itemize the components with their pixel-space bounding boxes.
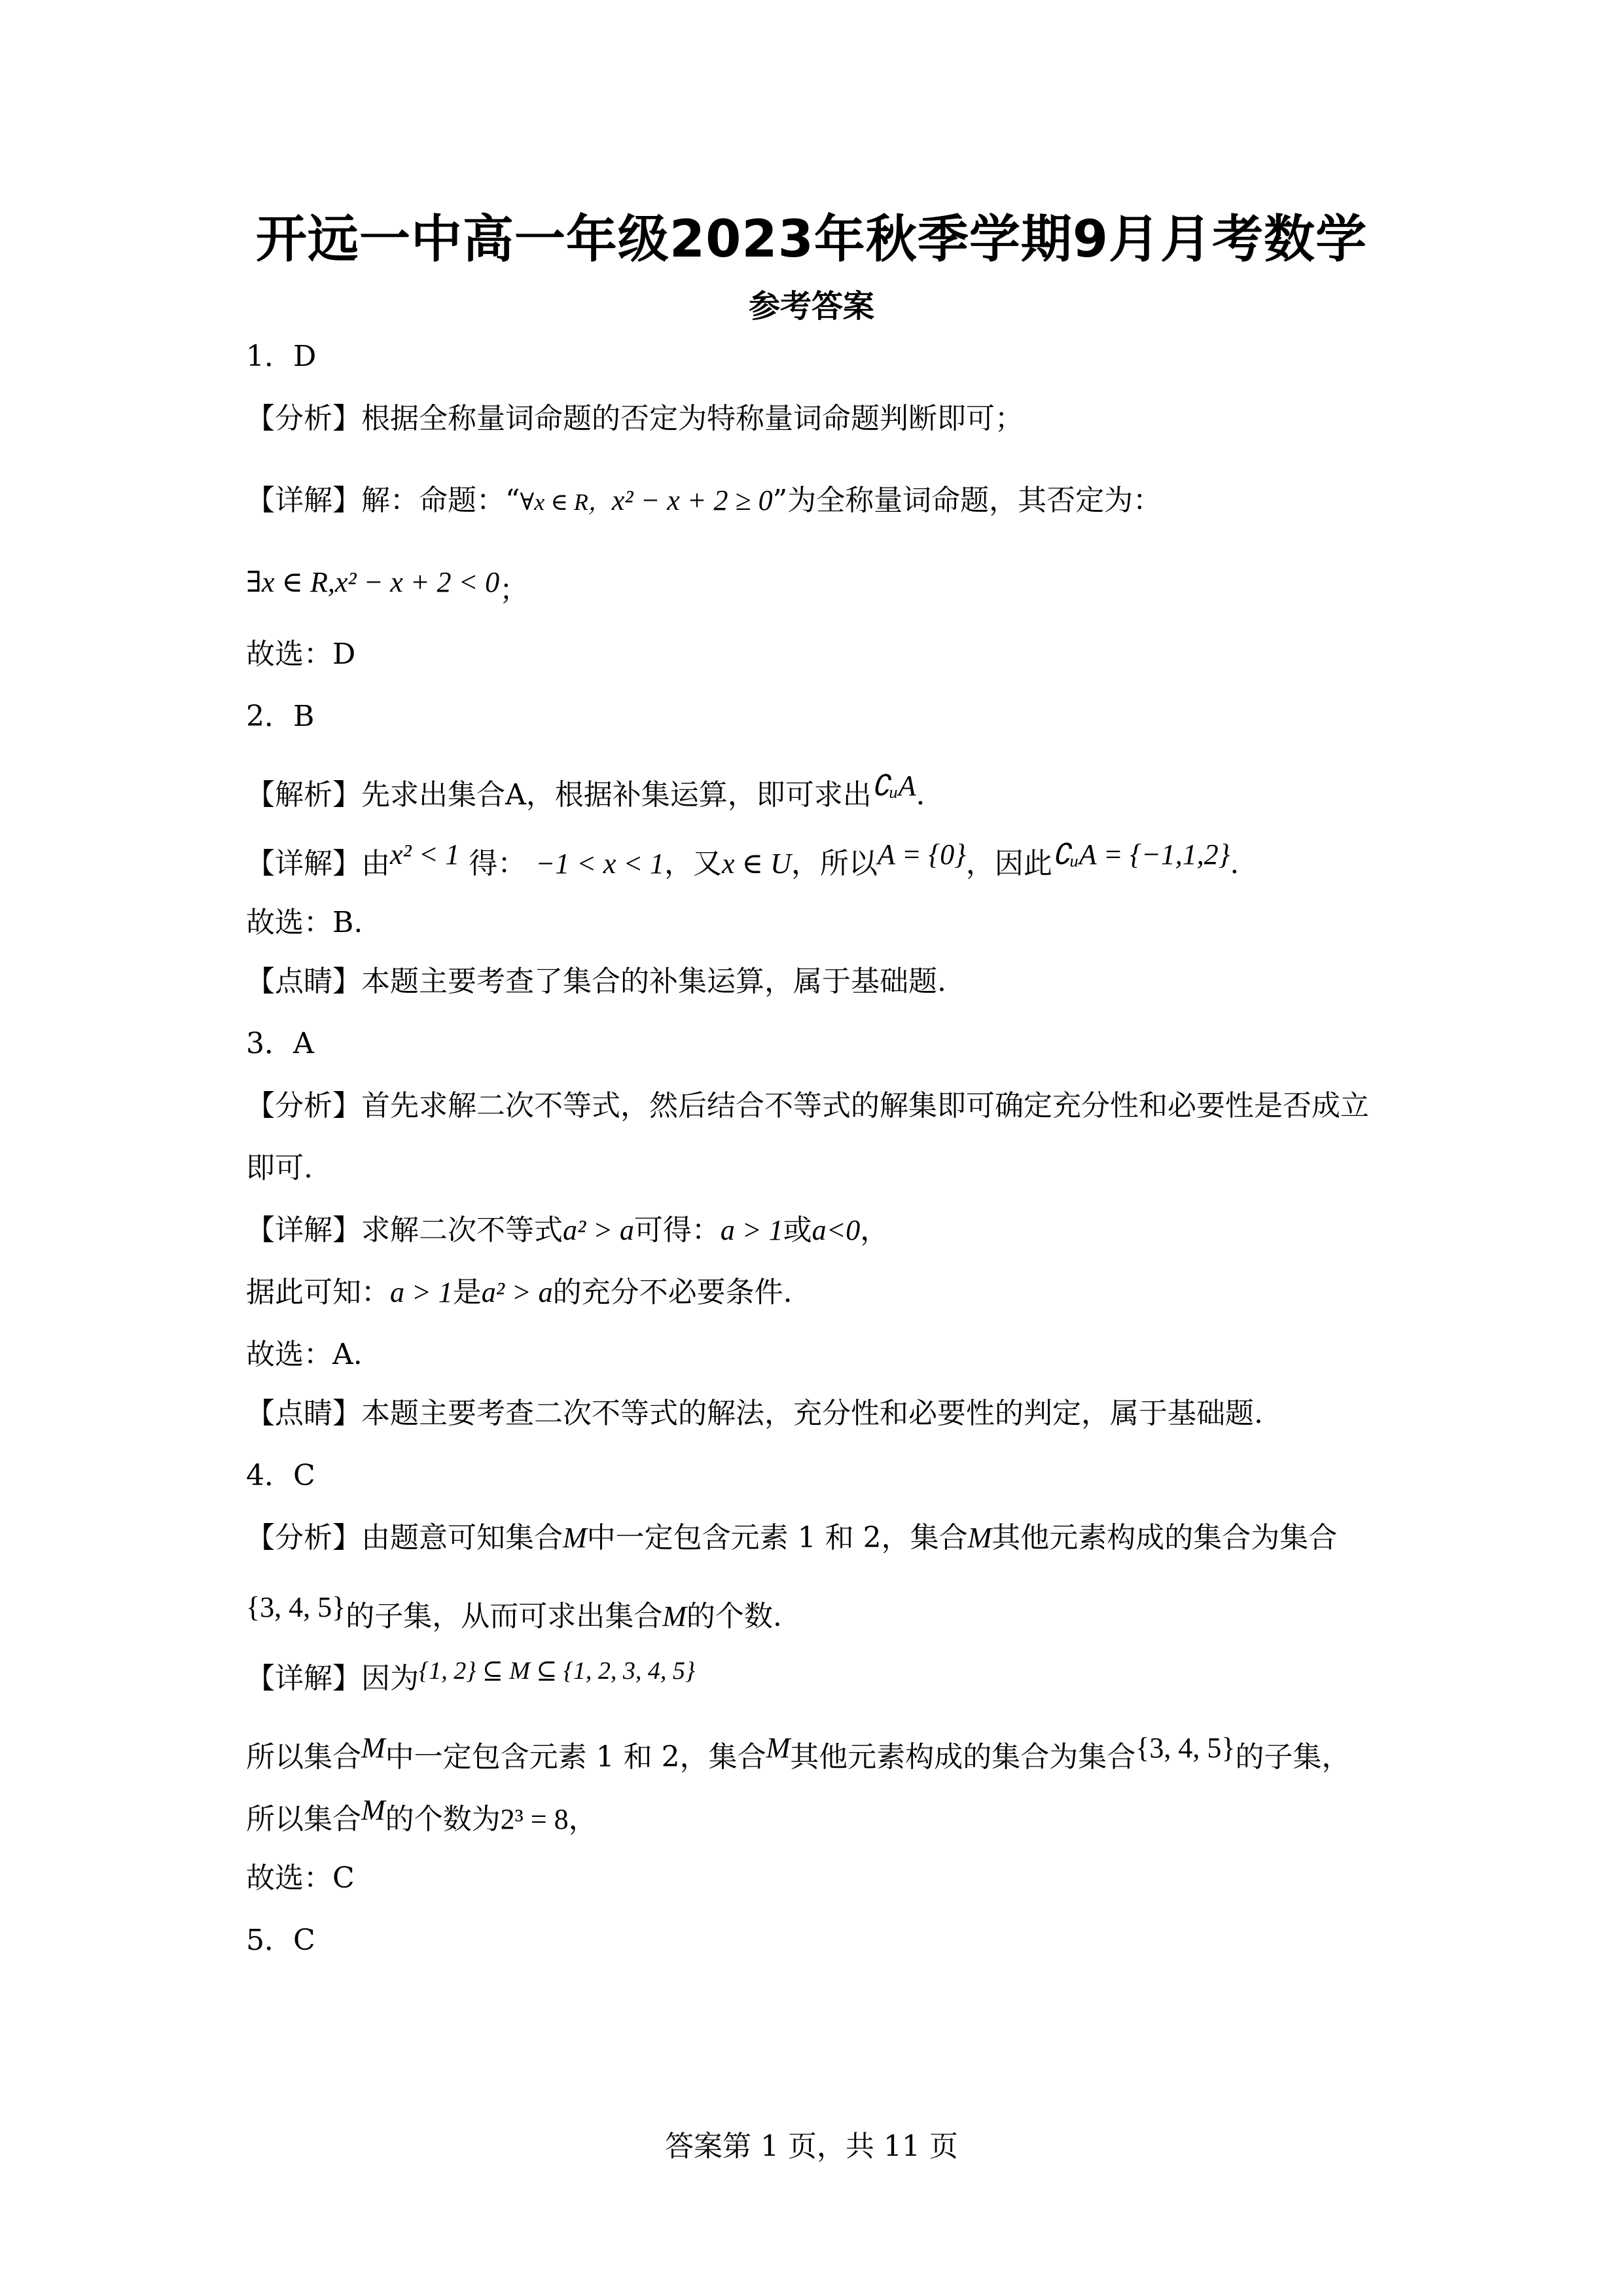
math-expr: x² < 1	[390, 838, 460, 870]
line-text: 其他元素构成的集合为集合	[790, 1740, 1136, 1774]
line-text: 因为	[361, 1662, 419, 1695]
line-text: 由	[361, 847, 390, 880]
answer-number: 3．A	[246, 1027, 314, 1060]
set-expr: {3, 4, 5}	[246, 1591, 346, 1623]
section-tag: 【点睛】	[246, 965, 361, 998]
section-tag: 【详解】	[246, 1213, 361, 1247]
line-text: .	[1230, 847, 1240, 880]
line-text: ，所以	[791, 847, 878, 880]
section-tag: 【详解】	[246, 847, 361, 880]
line-text: ”为全称量词命题，其否定为：	[772, 484, 1162, 517]
comment-line	[246, 1395, 1263, 1432]
line-text: 先求出集合A，根据补集运算，即可求出	[361, 778, 872, 812]
detail-line	[246, 482, 1162, 520]
section-tag: 【分析】	[246, 402, 361, 435]
page-footer: 答案第 1 页，共 11 页	[665, 2130, 958, 2163]
math-expr: x² − x + 2 ≥ 0	[611, 484, 773, 516]
line-text: 根据全称量词命题的否定为特称量词命题判断即可；	[361, 402, 1024, 435]
line-text: 据此可知：	[246, 1276, 390, 1309]
math-expr: −1 < x < 1	[535, 848, 665, 880]
math-expr: A = {0}	[877, 838, 966, 870]
comment-line	[246, 963, 946, 1000]
choice-line: 故选：D	[246, 637, 356, 671]
line-text: 的充分不必要条件.	[552, 1276, 793, 1309]
section-tag: 【分析】	[246, 1521, 361, 1554]
page-subtitle: 参考答案	[748, 288, 874, 325]
math-expr: x ∈ U	[722, 848, 791, 880]
choice-line: 故选：C	[246, 1861, 355, 1895]
detail-line-cont	[246, 1732, 1351, 1776]
math-expr: ∀x ∈ R，	[520, 489, 612, 515]
line-text: ，	[860, 1213, 889, 1247]
detail-line	[246, 1657, 696, 1698]
detail-line	[246, 838, 1240, 882]
section-tag: 【详解】	[246, 484, 361, 517]
analysis-line	[246, 401, 1024, 437]
line-text: 首先求解二次不等式，然后结合不等式的解集即可确定充分性和必要性是否成立	[361, 1089, 1369, 1122]
math-expr: M	[361, 1732, 385, 1764]
line-text: 的子集，从而可求出集合	[346, 1600, 663, 1633]
line-text: ；	[499, 573, 529, 607]
section-tag: 【分析】	[246, 1089, 361, 1122]
detail-line-cont	[246, 1794, 597, 1838]
line-text: 其他元素构成的集合为集合	[991, 1521, 1338, 1554]
math-expr: M	[967, 1522, 992, 1554]
section-tag: 【详解】	[246, 1662, 361, 1695]
set-expr: {3, 4, 5}	[1135, 1732, 1236, 1764]
line-text: ，因此	[965, 847, 1052, 880]
line-text: 中一定包含元素 1 和 2，集合	[586, 1521, 968, 1554]
math-expr: a² > a	[563, 1214, 634, 1246]
conclusion-line	[246, 1274, 793, 1311]
section-tag: 【点睛】	[246, 1397, 361, 1430]
math-expr: M	[766, 1732, 791, 1764]
line-text: 求解二次不等式	[361, 1213, 563, 1247]
answer-number: 5．C	[246, 1924, 315, 1957]
analysis-line-cont	[246, 1591, 782, 1635]
line-text: 所以集合	[246, 1803, 361, 1836]
math-expr: 2³ = 8	[500, 1803, 569, 1835]
analysis-line	[246, 1520, 1337, 1556]
detail-line	[246, 1212, 889, 1249]
answer-number: 4．C	[246, 1459, 315, 1492]
page-title: 开远一中高一年级2023年秋季学期9月月考数学	[255, 210, 1368, 269]
line-text: 解：命题：“	[361, 484, 520, 517]
math-expr: M	[361, 1794, 385, 1826]
math-expr: a > 1	[390, 1276, 453, 1308]
math-expr: M	[563, 1522, 587, 1554]
answer-number: 1．D	[246, 340, 317, 373]
complement-expr: ∁ᵤA = {−1,1,2}	[1052, 838, 1230, 870]
answer-number: 2．B	[246, 700, 315, 733]
line-text: .	[916, 778, 925, 812]
math-expr: a > 1	[720, 1214, 783, 1246]
analysis-line-cont: 即可.	[246, 1151, 313, 1185]
math-expr: M	[662, 1600, 687, 1632]
line-text: 得：	[459, 847, 536, 880]
math-expr: ∃x ∈ R,x² − x + 2 < 0	[246, 566, 500, 598]
line-text: 的个数.	[686, 1600, 782, 1633]
math-line	[246, 564, 529, 607]
line-text: 的子集，	[1235, 1740, 1351, 1774]
analysis-line	[246, 770, 925, 814]
choice-line: 故选：A.	[246, 1338, 363, 1371]
line-text: 可得：	[633, 1213, 721, 1247]
complement-expr: ∁ᵤA	[871, 770, 916, 802]
line-text: 或	[783, 1213, 812, 1247]
choice-line: 故选：B.	[246, 906, 363, 939]
math-expr: a<0	[812, 1214, 861, 1246]
line-text: 是	[452, 1276, 482, 1309]
math-expr: {1, 2} ⊆ M ⊆ {1, 2, 3, 4, 5}	[419, 1657, 696, 1685]
line-text: 本题主要考查二次不等式的解法，充分性和必要性的判定，属于基础题.	[361, 1397, 1263, 1430]
line-text: 所以集合	[246, 1740, 361, 1774]
line-text: ，	[568, 1803, 597, 1836]
section-tag: 【解析】	[246, 778, 361, 812]
line-text: 本题主要考查了集合的补集运算，属于基础题.	[361, 965, 946, 998]
analysis-line	[246, 1088, 1369, 1124]
line-text: 的个数为	[385, 1803, 501, 1836]
math-expr: a² > a	[481, 1276, 553, 1308]
line-text: 中一定包含元素 1 和 2，集合	[385, 1740, 766, 1774]
line-text: 由题意可知集合	[361, 1521, 563, 1554]
line-text: ，又	[664, 847, 722, 880]
